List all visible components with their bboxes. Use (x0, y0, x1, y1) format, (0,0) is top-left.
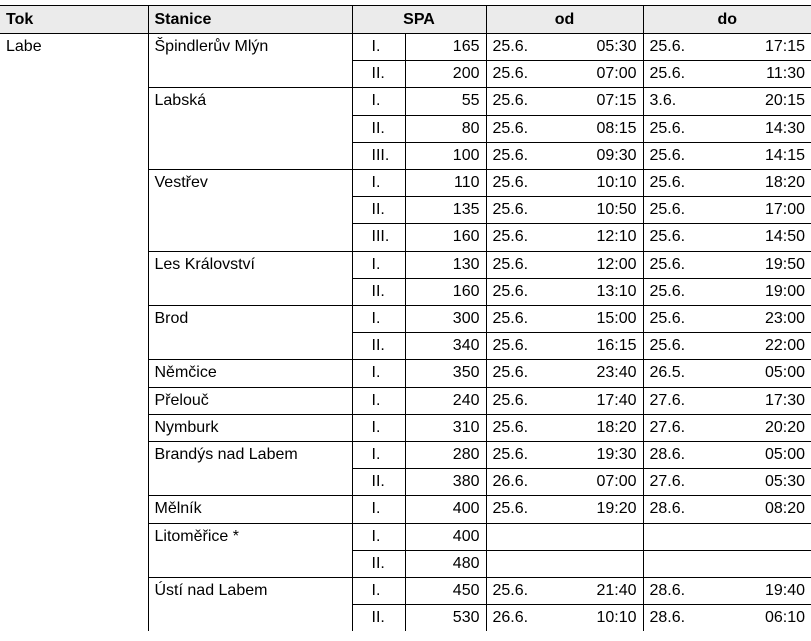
od-date: 25.6. (486, 142, 572, 169)
spa-value: 300 (405, 306, 486, 333)
do-time: 20:20 (726, 414, 811, 441)
do-date: 25.6. (643, 251, 726, 278)
od-date: 25.6. (486, 61, 572, 88)
od-time: 12:10 (572, 224, 643, 251)
od-time: 08:15 (572, 115, 643, 142)
od-time: 19:30 (572, 442, 643, 469)
od-date: 25.6. (486, 578, 572, 605)
table-body (0, 34, 811, 632)
od-time: 21:40 (572, 578, 643, 605)
spa-value: 80 (405, 115, 486, 142)
spa-level: I. (352, 578, 405, 605)
do-date: 25.6. (643, 170, 726, 197)
od-time: 07:15 (572, 88, 643, 115)
od-date: 25.6. (486, 251, 572, 278)
do-time: 19:00 (726, 278, 811, 305)
spa-level: III. (352, 224, 405, 251)
do-date: 28.6. (643, 496, 726, 523)
od-date: 25.6. (486, 414, 572, 441)
spa-level: I. (352, 88, 405, 115)
od-time: 10:10 (572, 605, 643, 632)
do-time: 11:30 (726, 61, 811, 88)
header-do: do (643, 6, 811, 34)
station-name: Labská (148, 88, 352, 170)
od-time: 10:10 (572, 170, 643, 197)
station-name: Nymburk (148, 414, 352, 441)
do-date: 28.6. (643, 605, 726, 632)
spa-level: I. (352, 34, 405, 61)
od-time (572, 550, 643, 577)
od-time: 15:00 (572, 306, 643, 333)
spa-level: II. (352, 197, 405, 224)
od-date: 25.6. (486, 387, 572, 414)
od-time: 12:00 (572, 251, 643, 278)
spa-value: 450 (405, 578, 486, 605)
od-time: 19:20 (572, 496, 643, 523)
od-date: 25.6. (486, 333, 572, 360)
do-date (643, 550, 726, 577)
station-name: Brod (148, 306, 352, 360)
od-time: 10:50 (572, 197, 643, 224)
do-time: 14:30 (726, 115, 811, 142)
spa-level: II. (352, 61, 405, 88)
spa-level: II. (352, 278, 405, 305)
od-date: 26.6. (486, 469, 572, 496)
od-time: 09:30 (572, 142, 643, 169)
do-date: 27.6. (643, 414, 726, 441)
station-name: Vestřev (148, 170, 352, 252)
do-date: 28.6. (643, 442, 726, 469)
spa-level: III. (352, 142, 405, 169)
spa-value: 280 (405, 442, 486, 469)
od-date: 25.6. (486, 115, 572, 142)
od-date: 26.6. (486, 605, 572, 632)
od-date: 25.6. (486, 170, 572, 197)
do-time: 19:40 (726, 578, 811, 605)
spa-value: 130 (405, 251, 486, 278)
do-date: 25.6. (643, 306, 726, 333)
header-tok: Tok (0, 6, 148, 34)
flood-activity-table (0, 5, 811, 631)
od-date: 25.6. (486, 306, 572, 333)
spa-level: I. (352, 523, 405, 550)
do-time (726, 550, 811, 577)
do-date: 25.6. (643, 333, 726, 360)
od-date: 25.6. (486, 88, 572, 115)
spa-value: 165 (405, 34, 486, 61)
spa-value: 400 (405, 496, 486, 523)
do-date: 25.6. (643, 142, 726, 169)
do-date: 25.6. (643, 61, 726, 88)
station-name: Přelouč (148, 387, 352, 414)
do-date: 27.6. (643, 469, 726, 496)
od-time: 05:30 (572, 34, 643, 61)
do-time: 18:20 (726, 170, 811, 197)
spa-level: I. (352, 387, 405, 414)
do-date: 27.6. (643, 387, 726, 414)
od-date: 25.6. (486, 278, 572, 305)
do-time: 17:00 (726, 197, 811, 224)
spa-value: 240 (405, 387, 486, 414)
od-date: 25.6. (486, 442, 572, 469)
station-name: Litoměřice * (148, 523, 352, 577)
spa-value: 55 (405, 88, 486, 115)
do-time (726, 523, 811, 550)
do-time: 14:15 (726, 142, 811, 169)
do-time: 06:10 (726, 605, 811, 632)
do-date (643, 523, 726, 550)
do-time: 17:30 (726, 387, 811, 414)
spa-value: 340 (405, 333, 486, 360)
spa-level: II. (352, 550, 405, 577)
do-date: 25.6. (643, 197, 726, 224)
spa-value: 160 (405, 278, 486, 305)
header-spa: SPA (352, 6, 486, 34)
do-date: 28.6. (643, 578, 726, 605)
od-time: 17:40 (572, 387, 643, 414)
do-date: 25.6. (643, 34, 726, 61)
od-time (572, 523, 643, 550)
do-time: 22:00 (726, 333, 811, 360)
spa-value: 530 (405, 605, 486, 632)
od-date (486, 523, 572, 550)
do-date: 25.6. (643, 278, 726, 305)
spa-value: 350 (405, 360, 486, 387)
od-time: 16:15 (572, 333, 643, 360)
do-date: 26.5. (643, 360, 726, 387)
spa-level: II. (352, 605, 405, 632)
spa-level: II. (352, 333, 405, 360)
spa-level: I. (352, 414, 405, 441)
do-date: 25.6. (643, 115, 726, 142)
station-name: Les Království (148, 251, 352, 305)
do-time: 23:00 (726, 306, 811, 333)
spa-level: I. (352, 360, 405, 387)
od-time: 13:10 (572, 278, 643, 305)
station-name: Mělník (148, 496, 352, 523)
do-date: 25.6. (643, 224, 726, 251)
station-name: Ústí nad Labem (148, 578, 352, 632)
spa-value: 110 (405, 170, 486, 197)
do-time: 05:30 (726, 469, 811, 496)
station-name: Němčice (148, 360, 352, 387)
header-od: od (486, 6, 643, 34)
do-time: 19:50 (726, 251, 811, 278)
spa-value: 135 (405, 197, 486, 224)
spa-value: 400 (405, 523, 486, 550)
do-time: 14:50 (726, 224, 811, 251)
table-header (0, 6, 811, 34)
od-date: 25.6. (486, 34, 572, 61)
station-name: Špindlerův Mlýn (148, 34, 352, 88)
tok-name: Labe (6, 38, 42, 55)
spa-level: I. (352, 496, 405, 523)
header-stanice: Stanice (148, 6, 352, 34)
spa-value: 480 (405, 550, 486, 577)
do-time: 17:15 (726, 34, 811, 61)
spa-value: 310 (405, 414, 486, 441)
od-time: 23:40 (572, 360, 643, 387)
spa-level: II. (352, 115, 405, 142)
od-date: 25.6. (486, 197, 572, 224)
od-time: 07:00 (572, 469, 643, 496)
spa-value: 380 (405, 469, 486, 496)
od-time: 07:00 (572, 61, 643, 88)
do-time: 20:15 (726, 88, 811, 115)
od-date (486, 550, 572, 577)
do-time: 05:00 (726, 442, 811, 469)
spa-level: I. (352, 442, 405, 469)
spa-value: 100 (405, 142, 486, 169)
spa-level: II. (352, 469, 405, 496)
spa-level: I. (352, 170, 405, 197)
spa-value: 160 (405, 224, 486, 251)
spa-value: 200 (405, 61, 486, 88)
table-row (0, 34, 811, 61)
station-name: Brandýs nad Labem (148, 442, 352, 496)
spa-level: I. (352, 306, 405, 333)
do-time: 08:20 (726, 496, 811, 523)
do-time: 05:00 (726, 360, 811, 387)
do-date: 3.6. (643, 88, 726, 115)
spa-level: I. (352, 251, 405, 278)
od-date: 25.6. (486, 224, 572, 251)
od-time: 18:20 (572, 414, 643, 441)
od-date: 25.6. (486, 360, 572, 387)
od-date: 25.6. (486, 496, 572, 523)
